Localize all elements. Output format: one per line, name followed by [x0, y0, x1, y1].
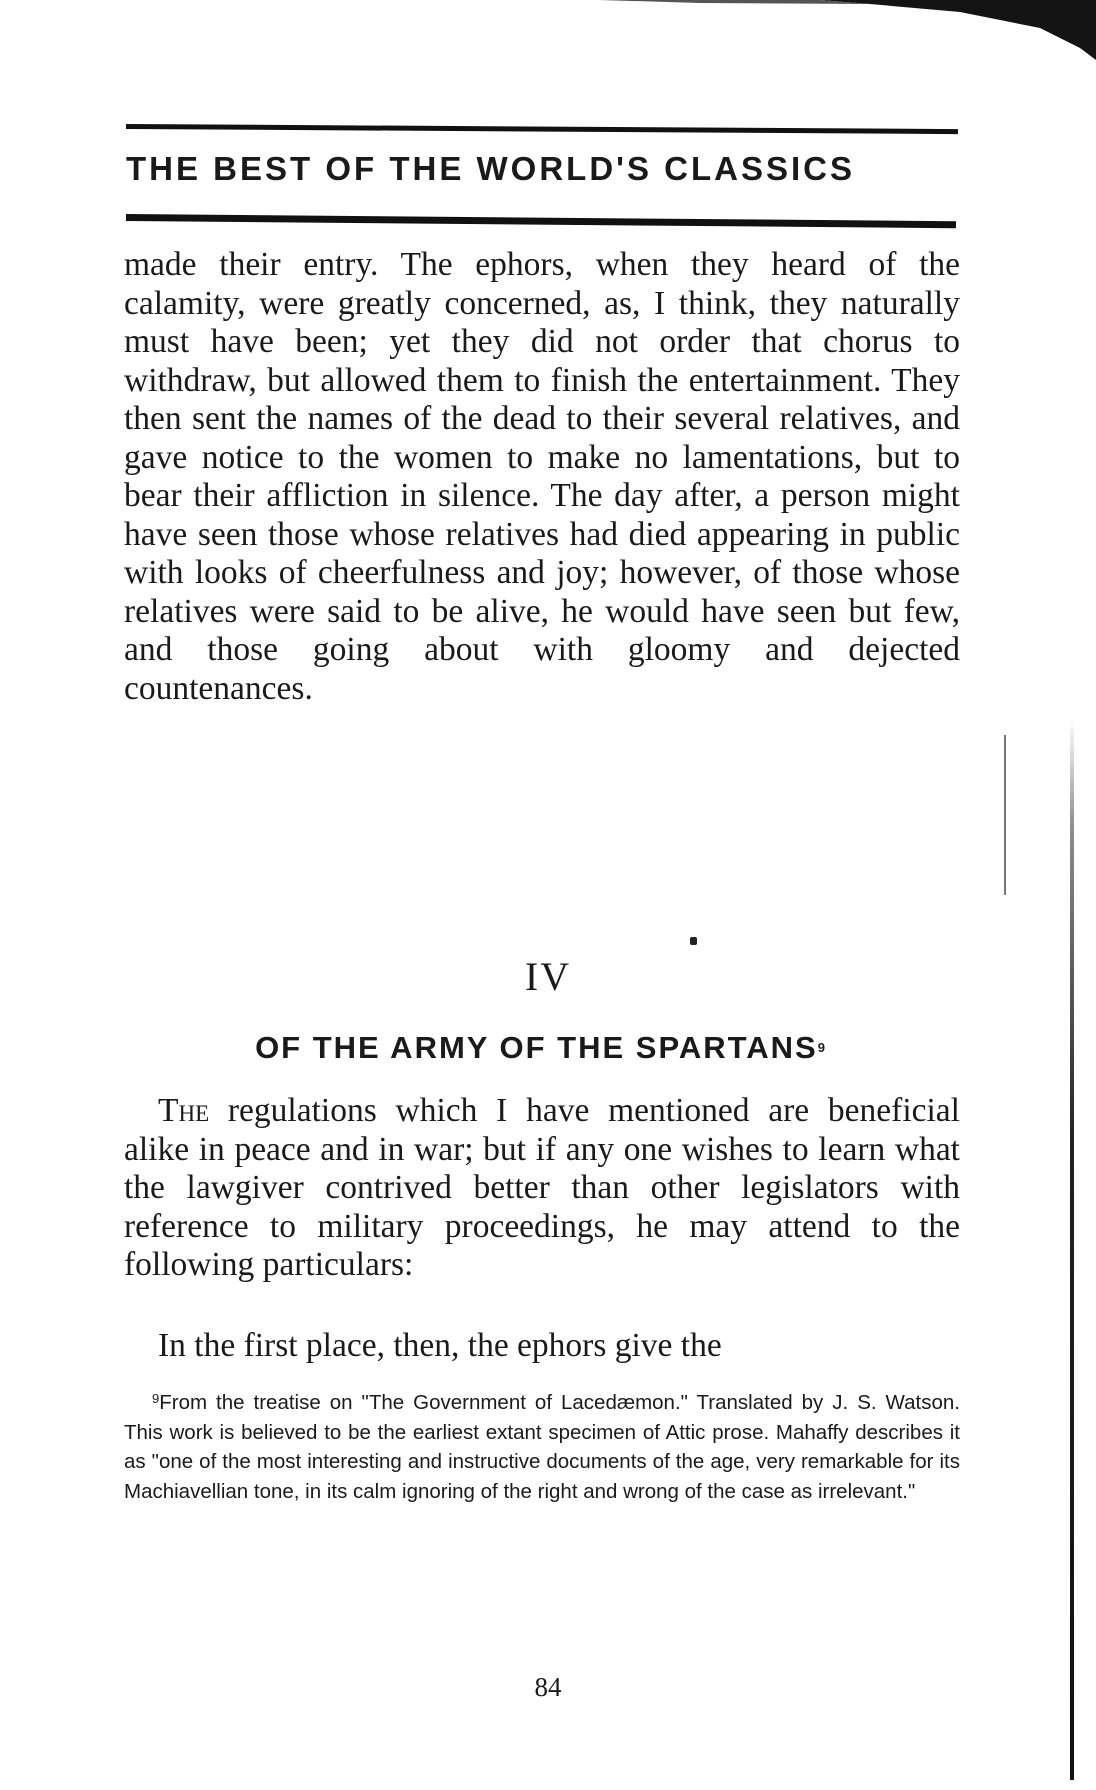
paragraph-first-place: In the first place, then, the ephors give the [158, 1327, 722, 1364]
header-rule-top [126, 124, 958, 134]
footnote-text: From the treatise on "The Government of Lacedæmon." Translated by J. S. Watson. This work is believed to be the earliest extant specimen of Attic prose. Mahaffy describes it as "one of the most interesting and instructive documents of the age, very remarkable for its Machiavellian tone, in its calm ignoring of the right and wrong of the case as irrelevant." [124, 1391, 960, 1503]
chapter-number: IV [524, 954, 572, 999]
page-number: 84 [534, 1672, 562, 1702]
page-edge-line [1070, 720, 1074, 1780]
scan-edge-shadow [0, 0, 1096, 60]
chapter-title-text: OF THE ARMY OF THE SPARTANS [255, 1030, 818, 1065]
header-rule-bottom [126, 214, 956, 228]
running-head: THE BEST OF THE WORLD'S CLASSICS [126, 150, 856, 187]
page-edge-line-inner [1004, 735, 1006, 895]
paragraph-regulations [124, 1092, 960, 1285]
footnote [124, 1384, 960, 1506]
paragraph-continued: made their entry. The ephors, when they heard of the calamity, were greatly concerned, as, I think, they naturally must have been; yet they did not order that chorus to withdraw, but allowed them to finish the entertainment. They then sent the names of the dead to their several relatives, and gave notice to the women to make no lamentations, but to bear their affliction in silence. The day after, a person might have seen those whose relatives had died appearing in public with looks of cheerfulness and joy; however, of those whose relatives were said to be alive, he would have seen but few, and those going about with gloomy and dejected countenances. [124, 246, 960, 707]
footnote-mark: 9 [152, 1391, 160, 1406]
ink-speck [690, 937, 697, 945]
chapter-title-footnote-mark: 9 [817, 1040, 827, 1055]
chapter-title [126, 1030, 956, 1066]
paragraph-regulations-text: regulations which I have mentioned are beneficial alike in peace and in war; but if any one wishes to learn what the lawgiver contrived better than other legislators with reference to military proceedings, he may attend to the following particulars: [124, 1092, 960, 1283]
paragraph-lead-word: The [158, 1092, 210, 1129]
